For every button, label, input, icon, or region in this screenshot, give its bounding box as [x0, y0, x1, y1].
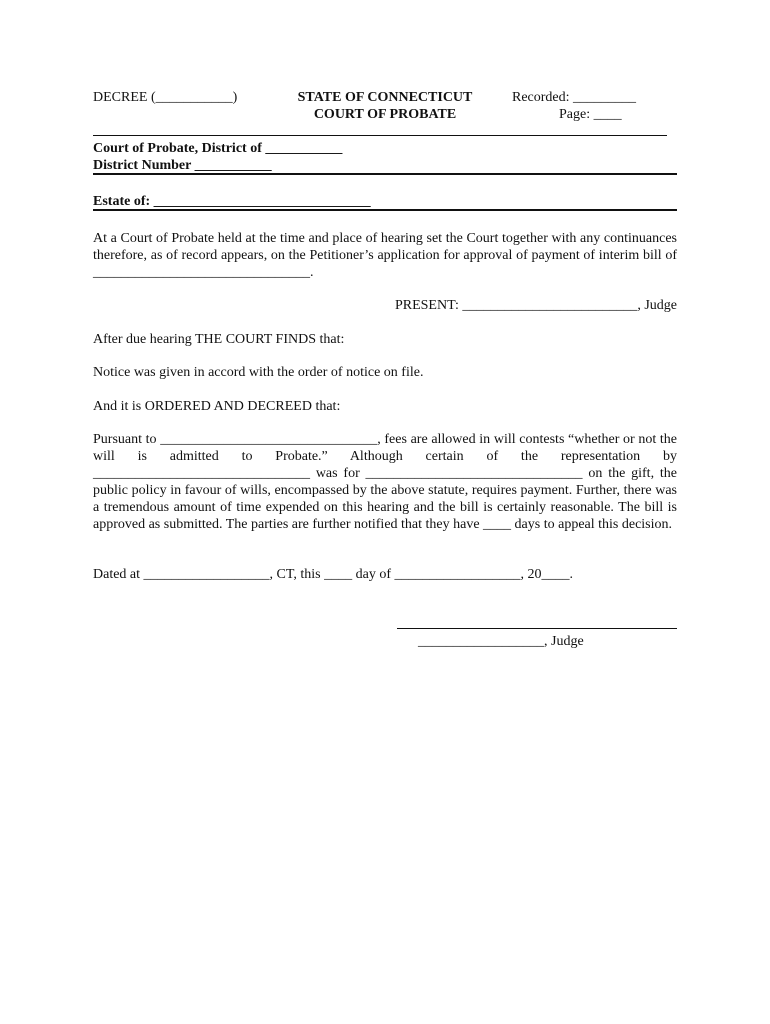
- recorded-field: Recorded: _________: [512, 90, 637, 105]
- page-field: Page: ____: [559, 107, 622, 122]
- intro-paragraph: At a Court of Probate held at the time and place of hearing set the Court together with any continuances therefore, as of record appears, on the Petitioner’s application for approval of payment of interim bill of _______________________________.: [93, 231, 677, 280]
- court-district: Court of Probate, District of ___________: [93, 141, 343, 156]
- court-finds: After due hearing THE COURT FINDS that:: [93, 332, 345, 347]
- present-judge-line: PRESENT: _________________________, Judge: [394, 298, 677, 313]
- state-title: STATE OF CONNECTICUT: [297, 90, 473, 105]
- header-divider: [93, 135, 667, 136]
- notice-statement: Notice was given in accord with the order of notice on file.: [93, 365, 424, 380]
- ordered-statement: And it is ORDERED AND DECREED that:: [93, 399, 341, 414]
- signature-line: [397, 628, 677, 629]
- court-info-divider: [93, 173, 677, 175]
- decree-number: DECREE (___________): [93, 90, 238, 105]
- judge-signature: __________________, Judge: [418, 634, 584, 649]
- pursuant-paragraph: Pursuant to _______________________________, fees are allowed in will contests “whether or not the will is admitted to Probate.” Although certain of the representation by _______________________________ was for _______________________________ on the gift, the public policy in favour of wills, encompassed by the above statute, requires payment. Further, there was a tremendous amount of time expended on this hearing and the bill is certainly reasonable. The bill is approved as submitted. The parties are further notified that they have ____ days to appeal this decision.: [93, 432, 677, 532]
- estate-divider: [93, 209, 677, 211]
- district-number: District Number ___________: [93, 158, 272, 173]
- estate-of: Estate of: _______________________________: [93, 194, 371, 209]
- court-title: COURT OF PROBATE: [313, 107, 457, 122]
- dated-line: Dated at __________________, CT, this ____ day of __________________, 20____.: [93, 567, 573, 582]
